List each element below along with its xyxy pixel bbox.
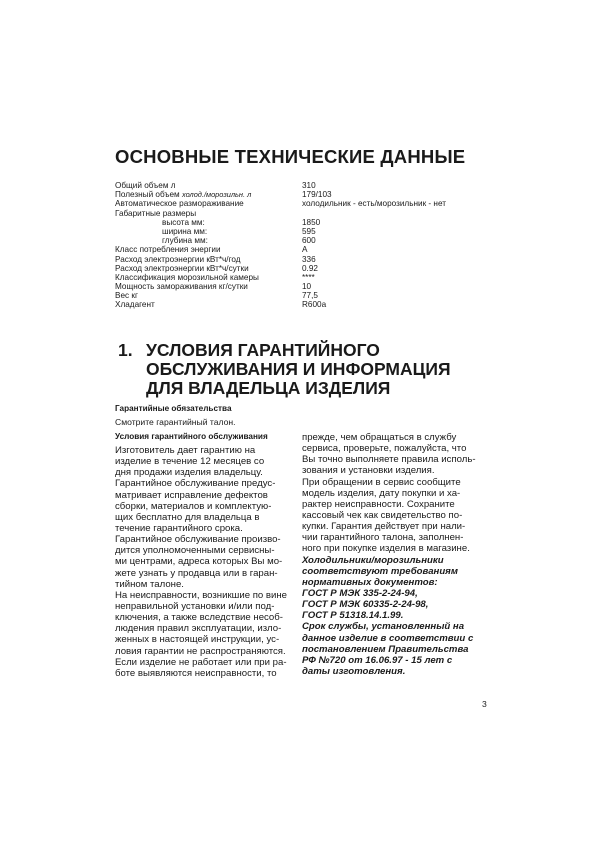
spec-label-text: ширина мм: (162, 226, 208, 236)
spec-label-text: глубина мм: (162, 236, 208, 246)
text-line: Если изделие не работает или при ра- (115, 656, 287, 668)
spec-label-text: Вес кг (115, 291, 138, 301)
spec-label (115, 245, 302, 254)
spec-label (115, 209, 302, 218)
text-line: ного при покупке изделия в магазине. (302, 543, 470, 555)
text-line: людения правил эксплуатации, изло- (115, 623, 282, 635)
spec-value: 10 (302, 282, 312, 292)
section-number: 1. (118, 340, 133, 360)
service-conditions-heading: Условия гарантийного обслуживания (115, 432, 268, 441)
text-line: Изготовитель дает гарантию на (115, 445, 256, 456)
text-column-right (302, 432, 480, 677)
bold-text-line: нормативных документов: (302, 576, 438, 588)
text-line: Гарантийное обслуживание произво- (115, 534, 281, 546)
text-line: боте выявляются неисправности, то (115, 667, 277, 679)
spec-value: **** (302, 272, 315, 282)
spec-label-text: Габаритные размеры (115, 208, 197, 218)
spec-row (115, 273, 515, 282)
bold-text-line: ГОСТ Р 51318.14.1.99. (302, 610, 404, 622)
spec-label (115, 227, 302, 236)
spec-value: 0.92 (302, 263, 318, 273)
text-column-left (115, 445, 298, 679)
bold-text-line: постановлением Правительства (302, 643, 469, 655)
spec-label-text: Класс потребления энергии (115, 245, 221, 255)
text-line: дня продажи изделия владельцу. (115, 467, 263, 479)
spec-label-text: Полезный объем (115, 190, 182, 200)
page-title: ОСНОВНЫЕ ТЕХНИЧЕСКИЕ ДАННЫЕ (115, 146, 466, 167)
spec-label (115, 291, 302, 300)
spec-label-text: Классификация морозильной камеры (115, 272, 259, 282)
text-line: При обращении в сервис сообщите (302, 476, 461, 488)
text-line: щих бесплатно для владельца в (115, 511, 260, 523)
spec-row (115, 199, 515, 208)
spec-row (115, 227, 515, 236)
bold-text-line: данное изделие в соответствии с (302, 632, 474, 644)
spec-row (115, 181, 515, 190)
spec-value: R600a (302, 300, 327, 310)
text-line: кассовый чек как свидетельство по- (302, 509, 463, 521)
text-line: жете узнать у продавца или в гаран- (115, 567, 278, 579)
spec-label (115, 300, 302, 309)
spec-label-text: Расход электроэнергии кВт*ч/год (115, 254, 241, 264)
text-line: течение гарантийного срока. (115, 522, 243, 534)
spec-row (115, 264, 515, 273)
spec-row (115, 190, 515, 199)
warranty-text: Смотрите гарантийный талон. (115, 417, 236, 427)
text-line: сборки, материалов и комплектую- (115, 500, 272, 512)
spec-label (115, 282, 302, 291)
spec-label-text: Хладагент (115, 300, 155, 310)
bold-text-line: соответствуют требованиям (302, 565, 458, 577)
section-title-line: ДЛЯ ВЛАДЕЛЬЦА ИЗДЕЛИЯ (146, 378, 391, 398)
spec-label-text: Общий объем л (115, 181, 176, 190)
bold-text-line: Холодильники/морозильники (302, 554, 444, 566)
text-line: Вы точно выполняете правила исполь- (302, 454, 476, 466)
text-line: Гарантийное обслуживание предус- (115, 478, 276, 490)
bold-text-line: Срок службы, установленный на (302, 621, 465, 633)
spec-value: А (302, 245, 308, 255)
bold-text-line: ГОСТ Р МЭК 335-2-24-94, (302, 587, 418, 599)
spec-row (115, 300, 515, 309)
text-line: дится уполномоченными сервисны- (115, 545, 275, 557)
text-line: ключения, а также вследствие несоб- (115, 612, 283, 624)
section-title-line: ОБСЛУЖИВАНИЯ И ИНФОРМАЦИЯ (146, 359, 451, 379)
text-line: ловия гарантии не распространяются. (115, 645, 286, 657)
text-line: модель изделия, дату покупки и ха- (302, 487, 461, 499)
bold-text-line: РФ №720 от 16.06.97 - 15 лет с (302, 654, 453, 666)
spec-label (115, 255, 302, 264)
spec-label-sub: холод./морозильн. л (181, 190, 252, 200)
spec-label (115, 236, 302, 245)
spec-row (115, 255, 515, 264)
spec-label (115, 190, 302, 199)
spec-label-text: Мощность замораживания кг/сутки (115, 282, 248, 292)
section-title (146, 341, 451, 398)
spec-row (115, 209, 515, 218)
spec-value: 595 (302, 226, 316, 236)
spec-row (115, 291, 515, 300)
text-line: зования и установки изделия. (302, 465, 435, 477)
text-line: прежде, чем обращаться в службу (302, 432, 457, 443)
spec-row (115, 236, 515, 245)
text-line: На неисправности, возникшие по вине (115, 589, 288, 601)
spec-value: холодильник - есть/морозильник - нет (302, 199, 446, 209)
section-title-line: УСЛОВИЯ ГАРАНТИЙНОГО (146, 340, 380, 360)
spec-value: 600 (302, 236, 316, 246)
spec-label (115, 273, 302, 282)
text-line: чии гарантийного талона, заполнен- (302, 532, 464, 544)
text-line: тийном талоне. (115, 578, 184, 590)
spec-label (115, 181, 302, 190)
bold-text-line: ГОСТ Р МЭК 60335-2-24-98, (302, 599, 429, 611)
spec-row (115, 282, 515, 291)
spec-row (115, 245, 515, 254)
spec-label-text: Расход электроэнергии кВт*ч/сутки (115, 263, 249, 273)
text-line: рактер неисправности. Сохраните (302, 498, 455, 510)
spec-label (115, 264, 302, 273)
text-line: ми центрами, адреса которых Вы мо- (115, 556, 283, 568)
warranty-heading: Гарантийные обязательства (115, 404, 232, 413)
text-line: изделие в течение 12 месяцев со (115, 456, 265, 468)
text-line: неправильной установки и/или под- (115, 600, 275, 612)
spec-value: 336 (302, 254, 316, 264)
spec-label (115, 199, 302, 208)
spec-value: 179/103 (302, 190, 332, 200)
spec-value: 77,5 (302, 291, 318, 301)
text-line: матривает исправление дефектов (115, 489, 268, 501)
spec-label-text: Автоматическое размораживание (115, 199, 244, 209)
spec-value: 310 (302, 181, 316, 190)
spec-label-text: высота мм: (162, 217, 205, 227)
page-number: 3 (482, 699, 487, 709)
bold-text-line: даты изготовления. (302, 665, 406, 677)
spec-table (115, 181, 515, 310)
spec-label (115, 218, 302, 227)
spec-row (115, 218, 515, 227)
text-line: женных в настоящей инструкции, ус- (115, 634, 280, 646)
spec-value: 1850 (302, 217, 321, 227)
text-line: купки. Гарантия действует при нали- (302, 521, 466, 533)
text-line: сервиса, проверьте, пожалуйста, что (302, 443, 467, 455)
